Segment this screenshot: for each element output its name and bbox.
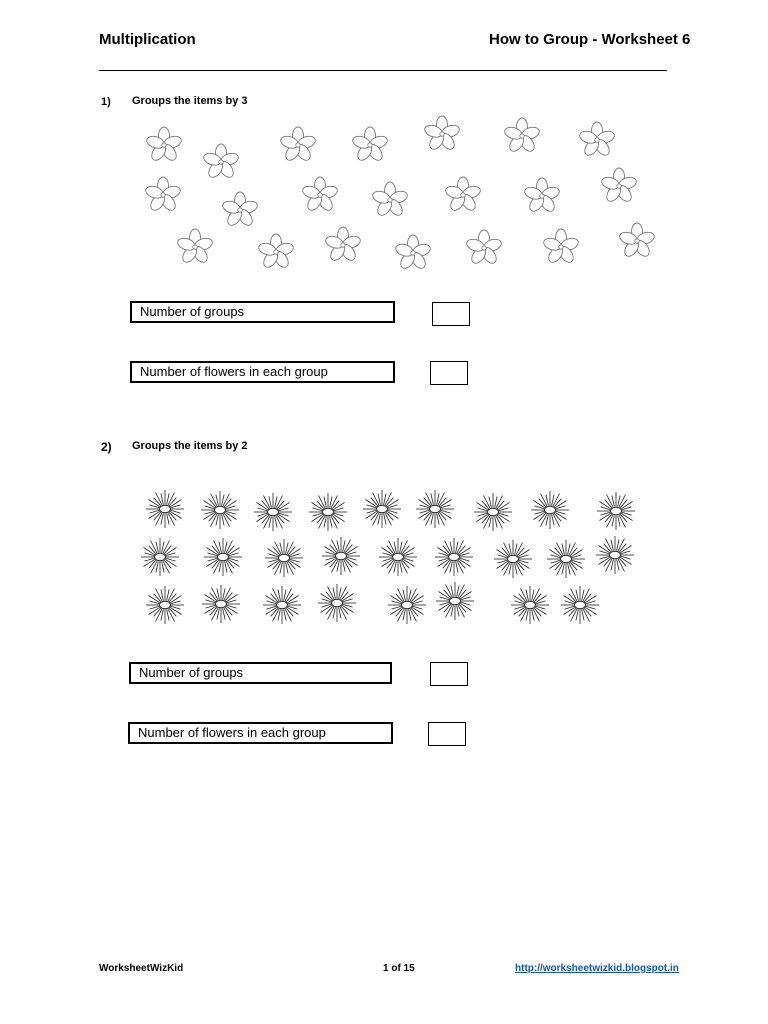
q2-flowers-per-group-label: Number of flowers in each group: [128, 722, 393, 744]
spiky-flower-icon: [492, 538, 534, 580]
spiky-flower-icon: [200, 583, 242, 625]
flower-outline-icon: [422, 114, 462, 154]
flower-outline-icon: [144, 125, 184, 165]
flower-outline-icon: [350, 125, 390, 165]
spiky-flower-icon: [202, 536, 244, 578]
worksheet-subject: Multiplication: [99, 31, 196, 48]
spiky-flower-icon: [545, 538, 587, 580]
flower-outline-icon: [522, 176, 562, 216]
q1-flowers-per-group-label: Number of flowers in each group: [130, 361, 395, 383]
footer-website-link[interactable]: http://worksheetwizkid.blogspot.in: [515, 963, 679, 974]
spiky-flower-icon: [261, 584, 303, 626]
flower-outline-icon: [143, 175, 183, 215]
spiky-flower-icon: [386, 584, 428, 626]
spiky-flower-icon: [472, 491, 514, 533]
q1-number-of-groups-answer-box[interactable]: [432, 302, 470, 326]
flower-outline-icon: [577, 120, 617, 160]
flower-outline-icon: [464, 228, 504, 268]
spiky-flower-icon: [361, 488, 403, 530]
question-2-prompt: Groups the items by 2: [132, 440, 248, 452]
flower-outline-icon: [323, 225, 363, 265]
spiky-flower-icon: [434, 580, 476, 622]
spiky-flower-icon: [377, 536, 419, 578]
q1-number-of-groups-label: Number of groups: [130, 301, 395, 323]
q2-number-of-groups-answer-box[interactable]: [430, 662, 468, 686]
flower-outline-icon: [175, 227, 215, 267]
q1-flowers-per-group-answer-box[interactable]: [430, 361, 468, 385]
flower-outline-icon: [370, 180, 410, 220]
worksheet-title: How to Group - Worksheet 6: [489, 31, 691, 48]
spiky-flower-icon: [414, 488, 456, 530]
spiky-flower-icon: [433, 536, 475, 578]
page-number: 1 of 15: [383, 963, 415, 974]
flower-outline-icon: [502, 116, 542, 156]
spiky-flower-icon: [320, 535, 362, 577]
spiky-flower-icon: [529, 489, 571, 531]
spiky-flower-icon: [263, 537, 305, 579]
spiky-flower-icon: [316, 582, 358, 624]
flower-outline-icon: [443, 175, 483, 215]
flower-outline-icon: [300, 175, 340, 215]
q2-number-of-groups-label: Number of groups: [129, 662, 392, 684]
spiky-flower-icon: [252, 491, 294, 533]
spiky-flower-icon: [307, 491, 349, 533]
question-1-prompt: Groups the items by 3: [132, 95, 248, 107]
spiky-flower-icon: [144, 584, 186, 626]
spiky-flower-icon: [509, 584, 551, 626]
flower-outline-icon: [393, 233, 433, 273]
flower-outline-icon: [256, 232, 296, 272]
spiky-flower-icon: [559, 584, 601, 626]
question-1-number: 1): [101, 96, 111, 108]
spiky-flower-icon: [595, 490, 637, 532]
spiky-flower-icon: [144, 488, 186, 530]
footer-brand: WorksheetWizKid: [99, 963, 184, 974]
spiky-flower-icon: [139, 536, 181, 578]
flower-outline-icon: [617, 221, 657, 261]
question-2-number: 2): [101, 440, 112, 454]
flower-outline-icon: [278, 125, 318, 165]
flower-outline-icon: [599, 166, 639, 206]
spiky-flower-icon: [199, 489, 241, 531]
flower-outline-icon: [541, 227, 581, 267]
spiky-flower-icon: [594, 534, 636, 576]
flower-outline-icon: [201, 142, 241, 182]
q2-flowers-per-group-answer-box[interactable]: [428, 722, 466, 746]
flower-outline-icon: [220, 190, 260, 230]
header-divider: [99, 70, 667, 71]
